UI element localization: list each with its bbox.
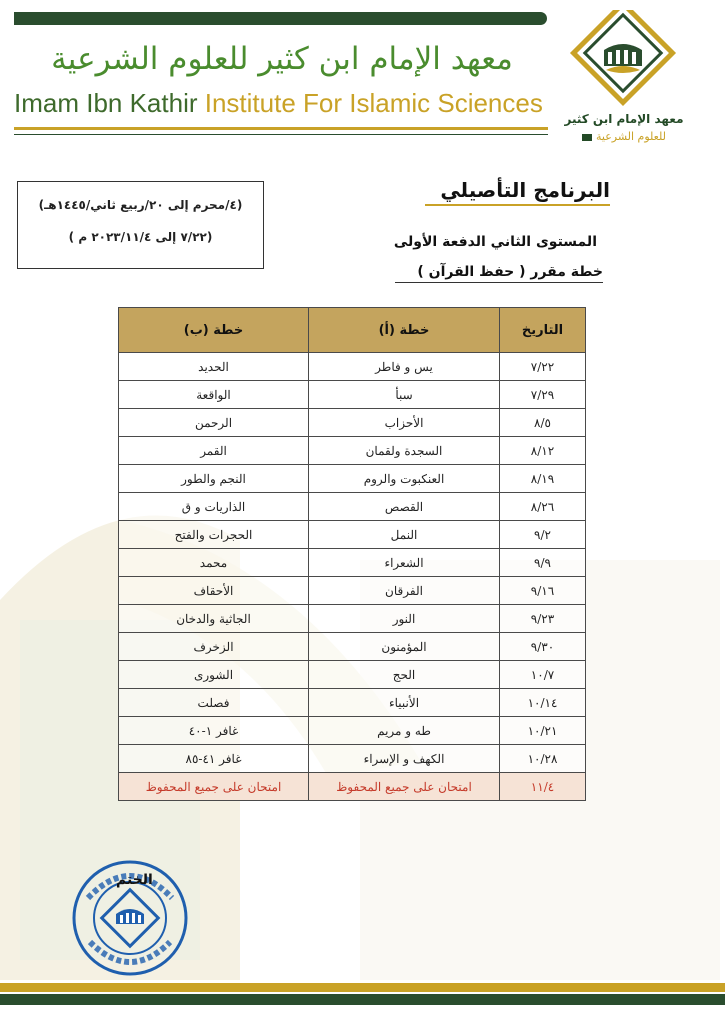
cell-plan-b: الواقعة	[119, 381, 309, 409]
cell-date: ٩/٣٠	[500, 633, 586, 661]
table-row	[119, 633, 586, 661]
cell-date: ٩/٩	[500, 549, 586, 577]
header-plan-b: خطة (ب)	[119, 308, 309, 353]
cell-plan-a: سبأ	[309, 381, 500, 409]
exam-row	[119, 773, 586, 801]
logo-caption-2	[562, 130, 686, 143]
program-title-underline	[425, 204, 610, 206]
cell-plan-a: الأنبياء	[309, 689, 500, 717]
cell-plan-b: الحديد	[119, 353, 309, 381]
cell-date: ٧/٢٩	[500, 381, 586, 409]
institute-name-arabic: معهد الإمام ابن كثير للعلوم الشرعية	[51, 41, 513, 77]
logo-caption-bar	[582, 134, 592, 141]
stamp-label: الختم	[116, 872, 153, 888]
table-row	[119, 381, 586, 409]
table-row	[119, 577, 586, 605]
cell-date: ١٠/١٤	[500, 689, 586, 717]
cell-date: ٨/١٢	[500, 437, 586, 465]
cell-date: ٨/١٩	[500, 465, 586, 493]
memorization-schedule-table	[118, 307, 586, 801]
cell-date: ١٠/٧	[500, 661, 586, 689]
cell-plan-a: الأحزاب	[309, 409, 500, 437]
table-header-row	[119, 308, 586, 353]
cell-plan-b: الشورى	[119, 661, 309, 689]
cell-plan-a: القصص	[309, 493, 500, 521]
cell-plan-a: النور	[309, 605, 500, 633]
course-plan-underline	[395, 282, 603, 283]
cell-plan-b: النجم والطور	[119, 465, 309, 493]
cell-date: ٩/٢	[500, 521, 586, 549]
cell-date: ٧/٢٢	[500, 353, 586, 381]
header-green-line	[14, 134, 548, 135]
cell-date: ٨/٢٦	[500, 493, 586, 521]
cell-plan-a: الكهف و الإسراء	[309, 745, 500, 773]
gregorian-date-range: (٧/٢٢ إلى ٢٠٢٣/١١/٤ م )	[68, 230, 213, 244]
table-row	[119, 521, 586, 549]
cell-plan-a: الفرقان	[309, 577, 500, 605]
cell-plan-b: الذاريات و ق	[119, 493, 309, 521]
cell-plan-b: الجاثية والدخان	[119, 605, 309, 633]
logo-caption-2-text: للعلوم الشرعية	[595, 130, 666, 143]
table-row	[119, 465, 586, 493]
cell-date: ٩/٢٣	[500, 605, 586, 633]
level-heading: المستوى الثاني الدفعة الأولى	[393, 234, 597, 250]
cell-plan-b-exam: امتحان على جميع المحفوظ	[119, 773, 309, 801]
cell-date: ١٠/٢١	[500, 717, 586, 745]
cell-plan-b: فصلت	[119, 689, 309, 717]
cell-plan-a: الشعراء	[309, 549, 500, 577]
cell-plan-a: يس و فاطر	[309, 353, 500, 381]
cell-plan-a: الحج	[309, 661, 500, 689]
table-row	[119, 493, 586, 521]
header-top-bar	[14, 12, 547, 25]
cell-plan-a: العنكبوت والروم	[309, 465, 500, 493]
table-row	[119, 689, 586, 717]
cell-date: ١٠/٢٨	[500, 745, 586, 773]
institute-name-english	[14, 86, 554, 120]
cell-plan-b: القمر	[119, 437, 309, 465]
cell-plan-b: محمد	[119, 549, 309, 577]
header-plan-a: خطة (أ)	[309, 308, 500, 353]
cell-plan-b: غافر ١-٤٠	[119, 717, 309, 745]
table-row	[119, 437, 586, 465]
cell-plan-b: الأحقاف	[119, 577, 309, 605]
course-plan-heading	[365, 264, 603, 280]
table-row	[119, 605, 586, 633]
header-date: التاريخ	[500, 308, 586, 353]
cell-plan-b: الزخرف	[119, 633, 309, 661]
footer-gold-bar	[0, 983, 725, 992]
institute-name-english-part1: Imam Ibn Kathir	[14, 88, 205, 118]
cell-date: ٨/٥	[500, 409, 586, 437]
institute-logo-icon	[566, 10, 680, 124]
program-title	[395, 178, 610, 202]
table-row	[119, 409, 586, 437]
header-gold-line	[14, 127, 548, 130]
cell-plan-a: النمل	[309, 521, 500, 549]
hijri-date-range: (٤/محرم إلى ٢٠/ربيع ثاني/١٤٤٥هـ)	[38, 198, 243, 212]
program-title-text: البرنامج التأصيلي	[440, 178, 610, 202]
table-row	[119, 717, 586, 745]
cell-plan-a-exam: امتحان على جميع المحفوظ	[309, 773, 500, 801]
logo-caption-1: معهد الإمام ابن كثير	[564, 112, 684, 126]
table-row	[119, 353, 586, 381]
table-row	[119, 661, 586, 689]
table-row	[119, 549, 586, 577]
cell-date: ١١/٤	[500, 773, 586, 801]
institute-name-english-part2: Institute For Islamic Sciences	[204, 88, 543, 118]
date-range-box	[17, 181, 264, 269]
cell-plan-b: غافر ٤١-٨٥	[119, 745, 309, 773]
footer-green-bar	[0, 994, 725, 1005]
cell-plan-a: المؤمنون	[309, 633, 500, 661]
cell-plan-b: الحجرات والفتح	[119, 521, 309, 549]
cell-plan-a: طه و مريم	[309, 717, 500, 745]
table-row	[119, 745, 586, 773]
cell-plan-a: السجدة ولقمان	[309, 437, 500, 465]
course-plan-text: خطة مقرر ( حفظ القرآن )	[417, 264, 603, 280]
cell-plan-b: الرحمن	[119, 409, 309, 437]
cell-date: ٩/١٦	[500, 577, 586, 605]
